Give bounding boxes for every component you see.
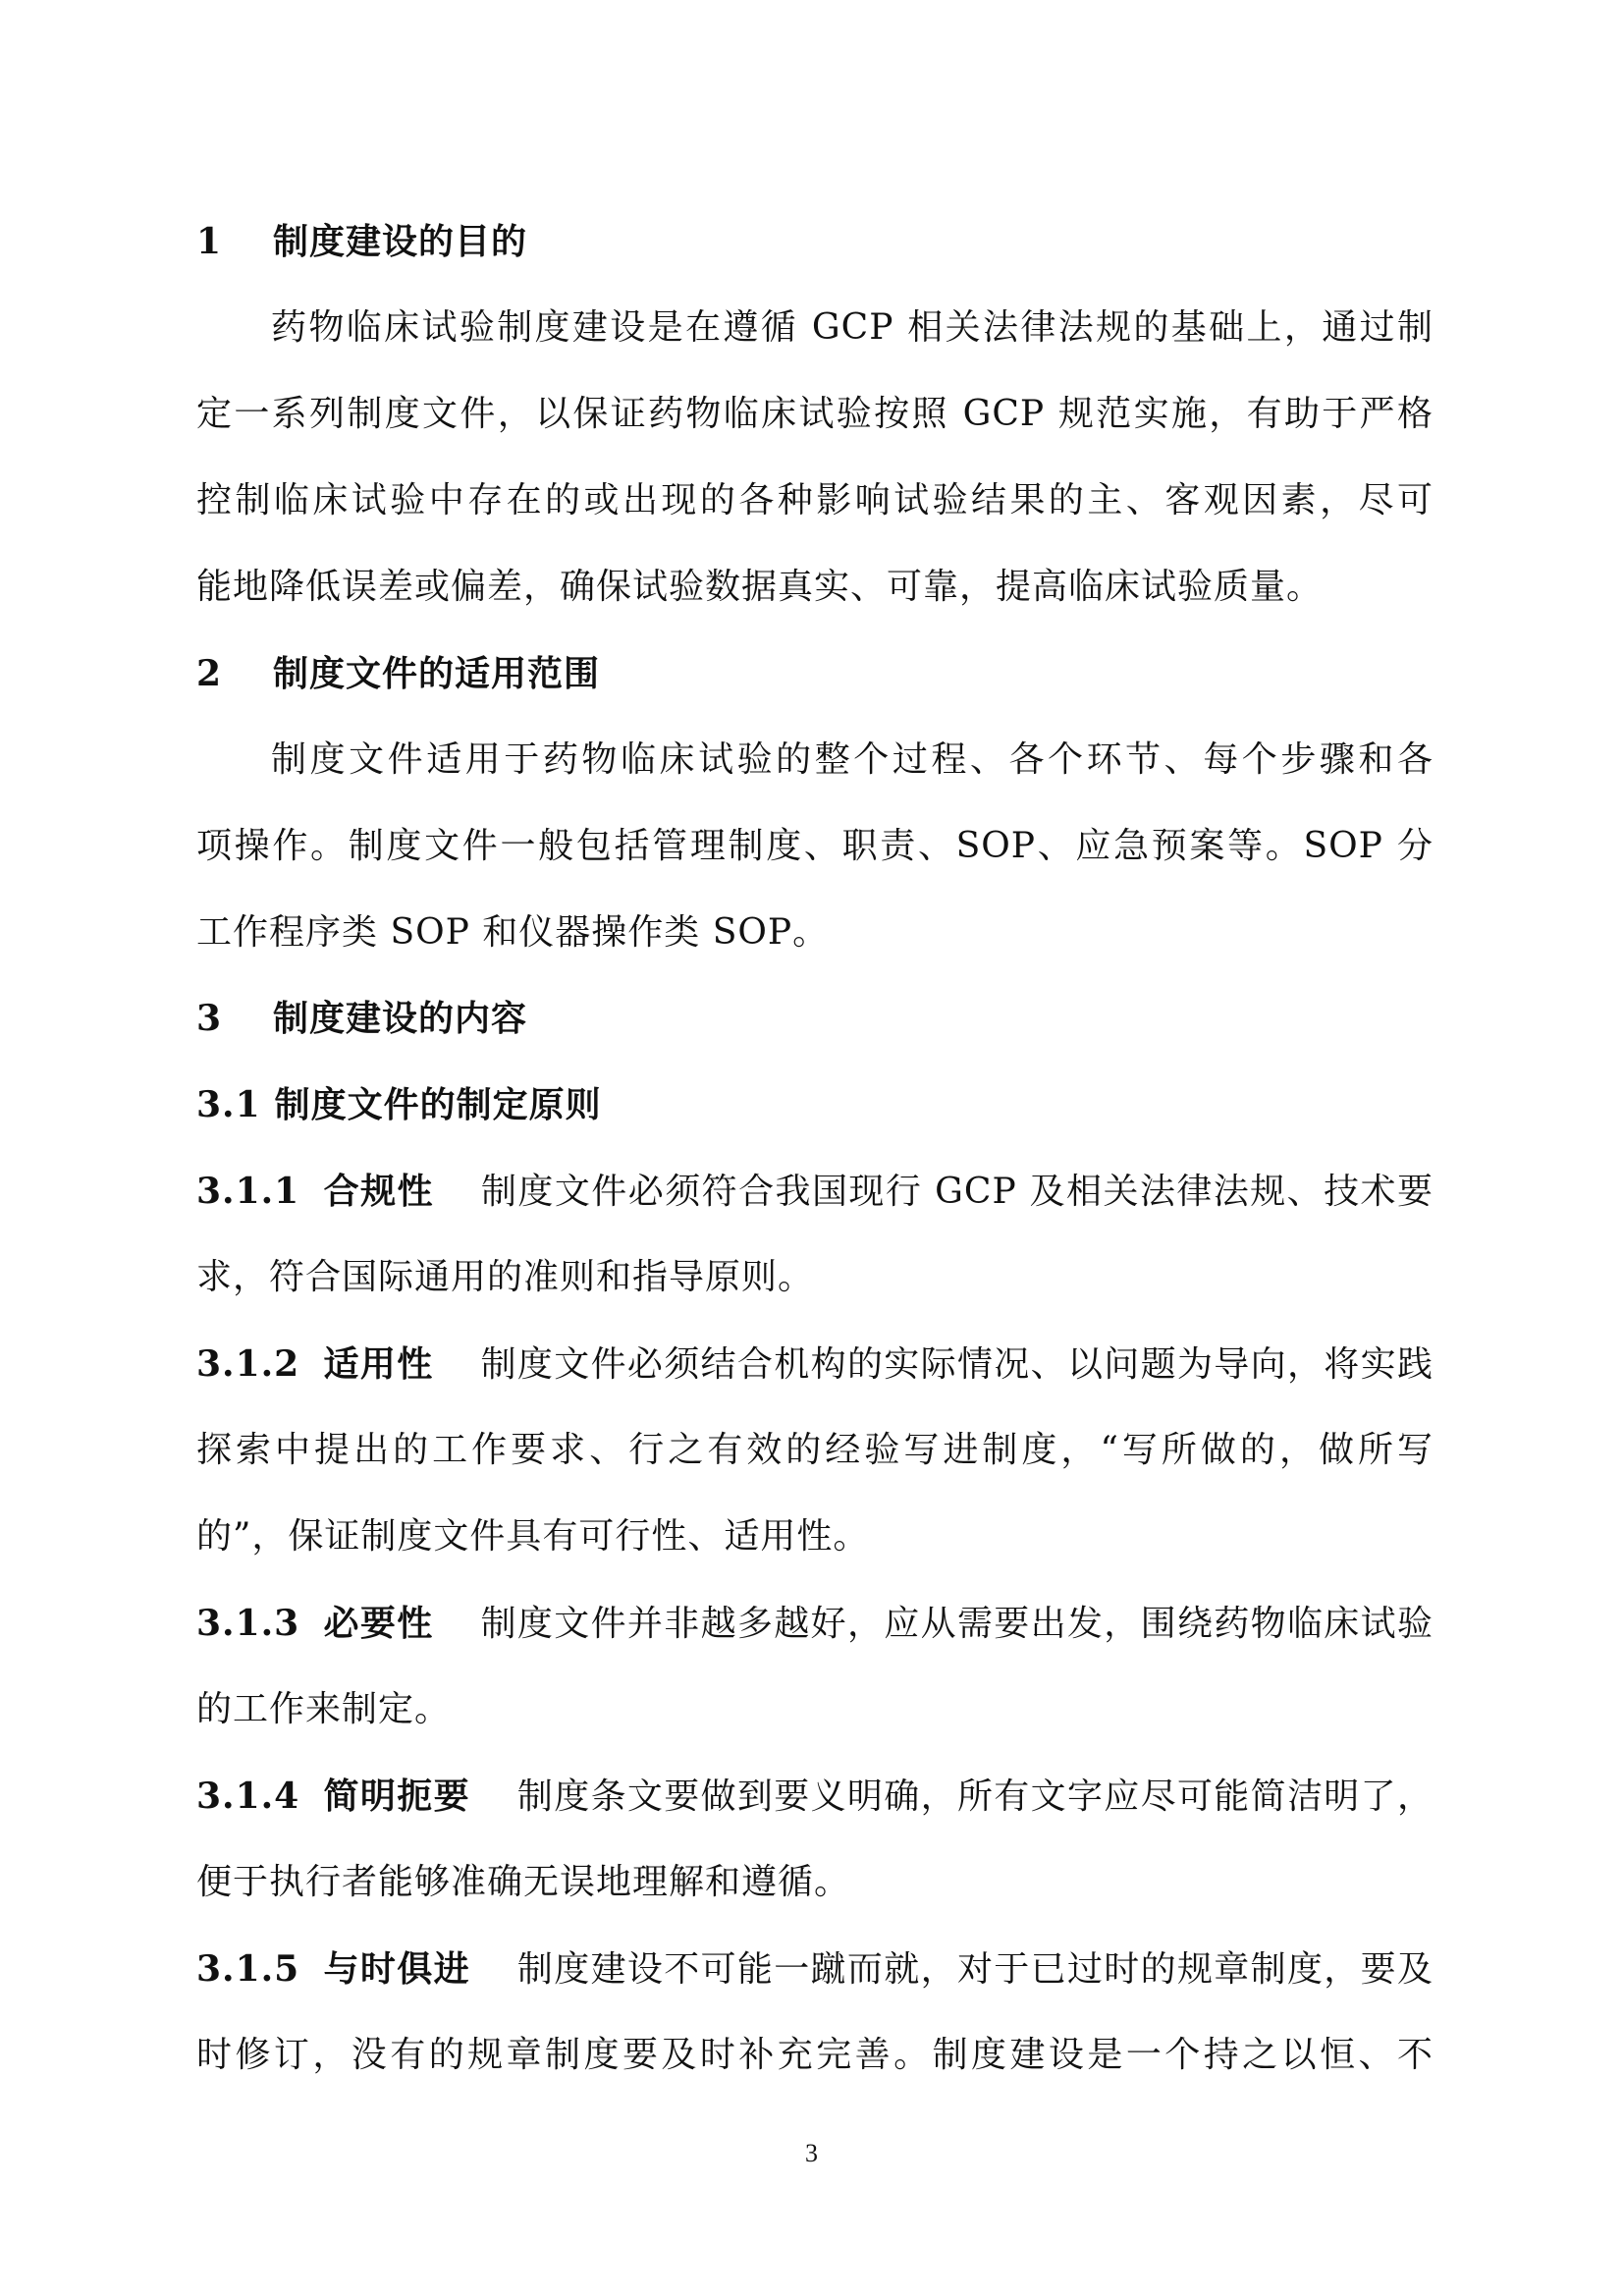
paragraph-line: 项操作。制度文件一般包括管理制度、职责、SOP、应急预案等。SOP 分 bbox=[196, 826, 1434, 866]
section-number: 2 bbox=[196, 653, 223, 694]
item-3-1-5-first-line bbox=[196, 1945, 1434, 1993]
item-text: 制度文件必须符合我国现行 GCP 及相关法律法规、技术要 bbox=[480, 1172, 1434, 1212]
section-title: 制度建设的目的 bbox=[273, 221, 528, 262]
item-number: 3.1.5 bbox=[196, 1948, 300, 1990]
item-title: 适用性 bbox=[323, 1343, 434, 1385]
paragraph-line: 时修订，没有的规章制度要及时补充完善。制度建设是一个持之以恒、不 bbox=[196, 2035, 1434, 2075]
paragraph-line: 能地降低误差或偏差，确保试验数据真实、可靠，提高临床试验质量。 bbox=[196, 567, 1324, 607]
paragraph-line: 的工作来制定。 bbox=[196, 1689, 452, 1729]
item-text: 制度建设不可能一蹴而就，对于已过时的规章制度，要及 bbox=[516, 1949, 1434, 1990]
item-title: 简明扼要 bbox=[323, 1776, 470, 1817]
item-text: 制度条文要做到要义明确，所有文字应尽可能简洁明了， bbox=[516, 1777, 1434, 1817]
section-number: 3 bbox=[196, 998, 223, 1039]
item-number: 3.1.1 bbox=[196, 1171, 300, 1212]
item-title: 必要性 bbox=[323, 1603, 434, 1644]
section-3-heading bbox=[196, 995, 1434, 1042]
paragraph-line: 制度文件适用于药物临床试验的整个过程、各个环节、每个步骤和各 bbox=[271, 739, 1434, 780]
item-3-1-1-first-line bbox=[196, 1168, 1434, 1215]
section-1-heading bbox=[196, 218, 1434, 265]
item-3-1-3-first-line bbox=[196, 1600, 1434, 1647]
item-title: 与时俱进 bbox=[323, 1948, 470, 1990]
paragraph-line: 药物临床试验制度建设是在遵循 GCP 相关法律法规的基础上，通过制 bbox=[271, 307, 1434, 348]
paragraph-line: 定一系列制度文件，以保证药物临床试验按照 GCP 规范实施，有助于严格 bbox=[196, 394, 1434, 434]
subsection-number: 3.1 bbox=[196, 1084, 261, 1125]
section-title: 制度文件的适用范围 bbox=[273, 653, 601, 694]
section-title: 制度建设的内容 bbox=[273, 998, 528, 1039]
section-number: 1 bbox=[196, 221, 223, 262]
item-number: 3.1.2 bbox=[196, 1343, 300, 1385]
paragraph-line: 的”，保证制度文件具有可行性、适用性。 bbox=[196, 1516, 870, 1557]
item-3-1-2-first-line bbox=[196, 1340, 1434, 1388]
item-3-1-4-first-line bbox=[196, 1773, 1434, 1820]
paragraph-line: 探索中提出的工作要求、行之有效的经验写进制度，“写所做的，做所写 bbox=[196, 1430, 1434, 1470]
paragraph-line: 求，符合国际通用的准则和指导原则。 bbox=[196, 1257, 815, 1297]
paragraph-line: 便于执行者能够准确无误地理解和遵循。 bbox=[196, 1862, 851, 1902]
item-text: 制度文件并非越多越好，应从需要出发，围绕药物临床试验 bbox=[480, 1604, 1434, 1644]
item-text: 制度文件必须结合机构的实际情况、以问题为导向，将实践 bbox=[480, 1344, 1434, 1385]
subsection-title: 制度文件的制定原则 bbox=[274, 1084, 602, 1125]
page-number: 3 bbox=[805, 2139, 818, 2167]
paragraph-line: 控制临床试验中存在的或出现的各种影响试验结果的主、客观因素，尽可 bbox=[196, 480, 1434, 520]
paragraph-line: 工作程序类 SOP 和仪器操作类 SOP。 bbox=[196, 912, 830, 953]
subsection-3-1-heading bbox=[196, 1081, 1434, 1128]
item-title: 合规性 bbox=[323, 1171, 434, 1212]
item-number: 3.1.4 bbox=[196, 1776, 300, 1817]
item-number: 3.1.3 bbox=[196, 1603, 300, 1644]
section-2-heading bbox=[196, 650, 1434, 697]
